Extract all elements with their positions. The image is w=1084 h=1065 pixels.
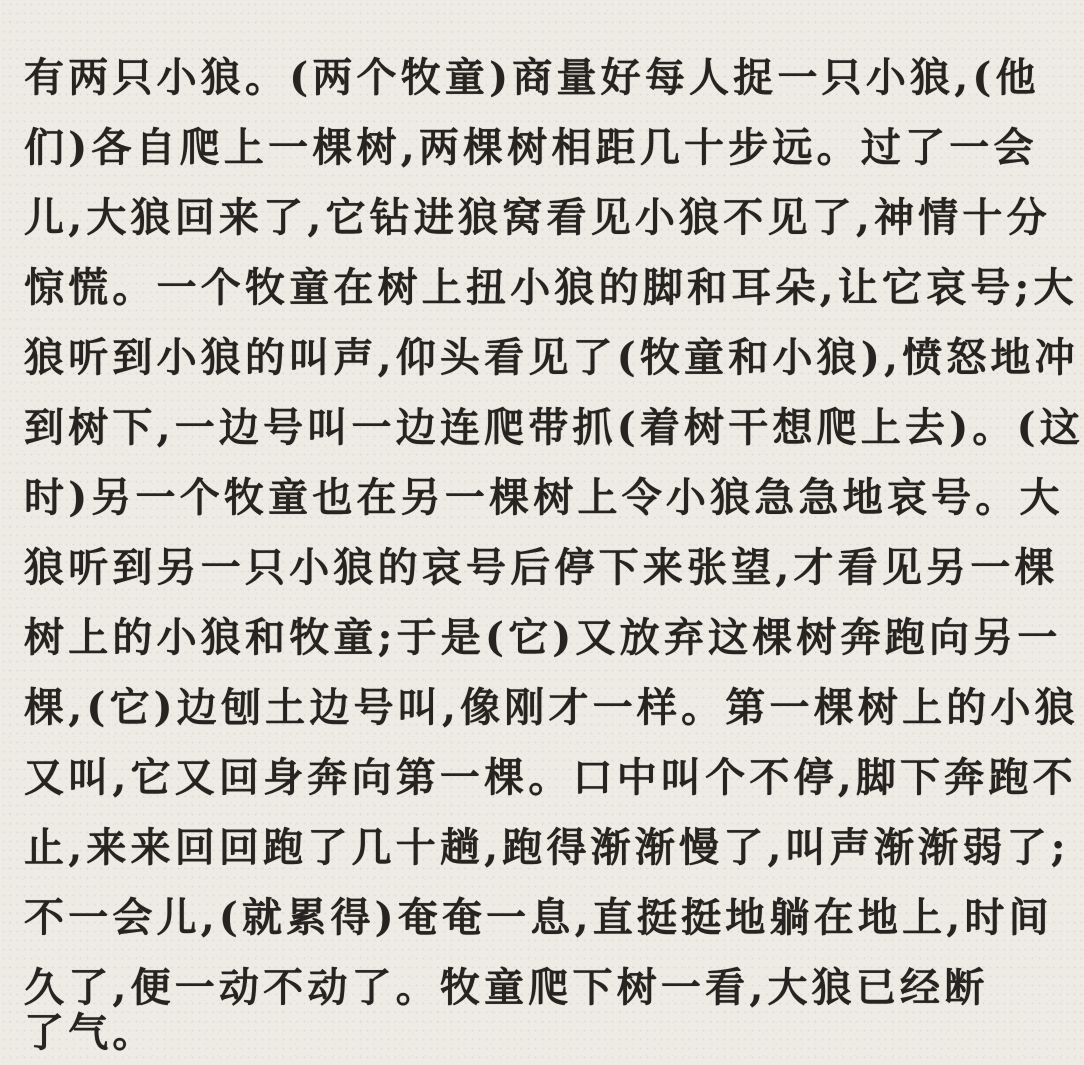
text-line-1: 有两只小狼。(两个牧童)商量好每人捉一只小狼,(他	[24, 54, 1040, 101]
text-line-3: 儿,大狼回来了,它钻进狼窝看见小狼不见了,神情十分	[24, 194, 1051, 241]
text-line-14: 久了,便一动不动了。牧童爬下树一看,大狼已经断	[24, 964, 989, 1011]
text-line-12: 止,来来回回跑了几十趟,跑得渐渐慢了,叫声渐渐弱了;	[24, 824, 1070, 871]
text-line-4: 惊慌。一个牧童在树上扭小狼的脚和耳朵,让它哀号;大	[24, 264, 1078, 311]
text-line-7: 时)另一个牧童也在另一棵树上令小狼急急地哀号。大	[24, 474, 1064, 521]
text-line-5: 狼听到小狼的叫声,仰头看见了(牧童和小狼),愤怒地冲	[24, 334, 1079, 381]
text-line-2: 们)各自爬上一棵树,两棵树相距几十步远。过了一会	[24, 124, 1038, 171]
text-line-8: 狼听到另一只小狼的哀号后停下来张望,才看见另一棵	[24, 544, 1059, 591]
text-line-6: 到树下,一边号叫一边连爬带抓(着树干想爬上去)。(这	[24, 404, 1084, 451]
text-line-9: 树上的小狼和牧童;于是(它)又放弃这棵树奔跑向另一	[24, 614, 1062, 661]
text-line-15: 了气。	[24, 1009, 157, 1056]
text-line-10: 棵,(它)边刨土边号叫,像刚才一样。第一棵树上的小狼	[24, 684, 1079, 731]
text-line-13: 不一会儿,(就累得)奄奄一息,直挺挺地躺在地上,时间	[24, 894, 1053, 941]
text-line-11: 又叫,它又回身奔向第一棵。口中叫个不停,脚下奔跑不	[24, 754, 1077, 801]
